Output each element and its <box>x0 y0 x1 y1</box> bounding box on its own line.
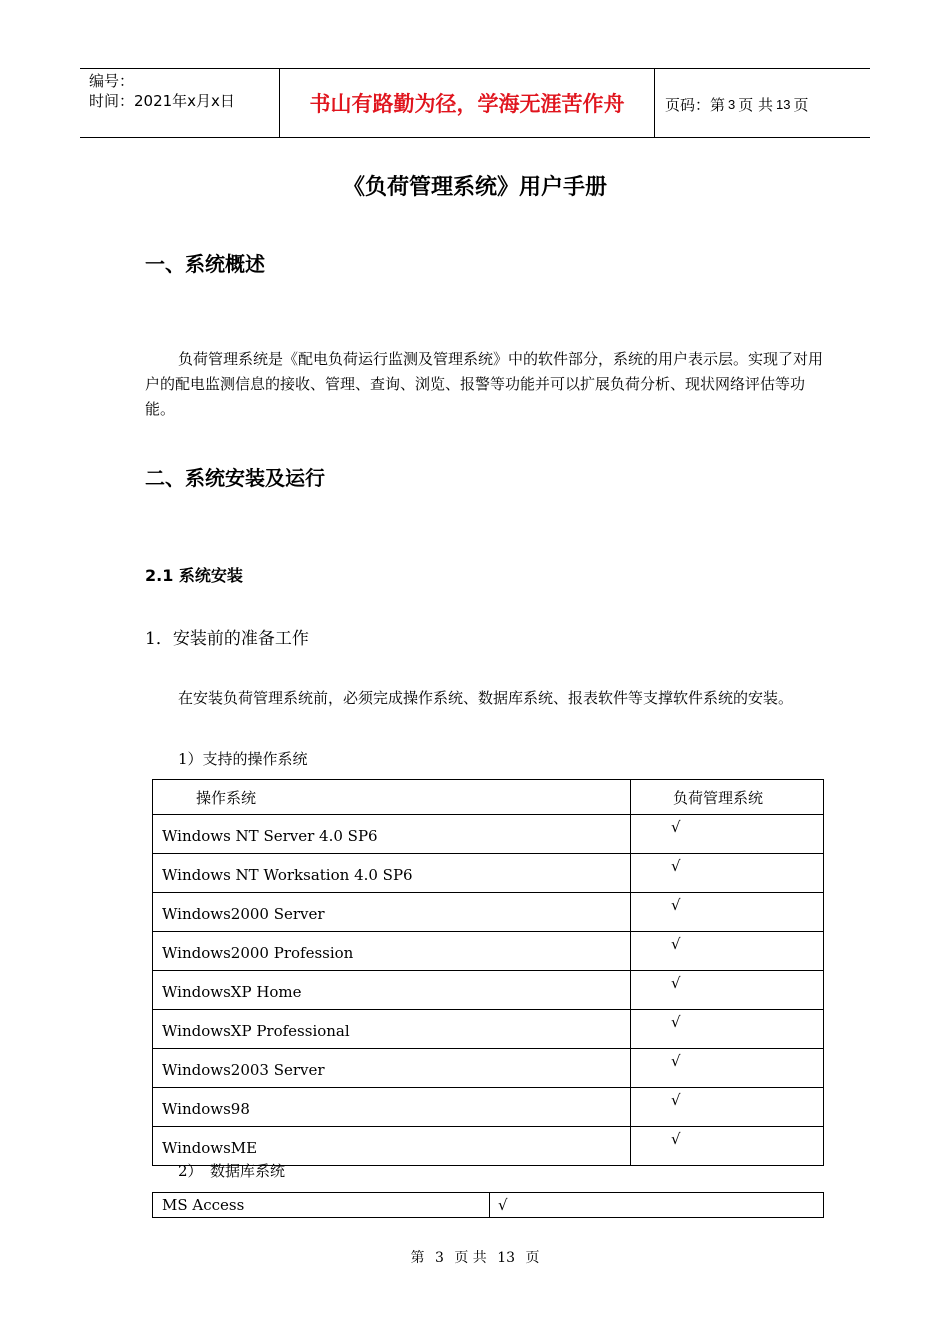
header-page-info <box>655 69 870 137</box>
os-name-cell: Windows NT Server 4.0 SP6 <box>153 815 631 854</box>
table-row <box>153 815 824 854</box>
table-row <box>153 1088 824 1127</box>
header-date-label: 时间：2021年x月x日 <box>89 92 235 110</box>
check-cell: √ <box>631 893 824 932</box>
check-cell: √ <box>631 1127 824 1166</box>
os-name-cell: Windows2000 Profession <box>153 932 631 971</box>
page-header <box>80 68 870 138</box>
header-page-prefix: 页码：第 <box>665 95 726 114</box>
os-caption: 1）支持的操作系统 <box>178 750 308 768</box>
db-caption: 2） 数据库系统 <box>178 1162 286 1180</box>
header-number-label: 编号： <box>89 72 135 90</box>
db-support-table <box>152 1192 824 1218</box>
table-row <box>153 932 824 971</box>
section2-1-heading: 2.1 系统安装 <box>145 566 243 585</box>
header-motto: 书山有路勤为径，学海无涯苦作舟 <box>280 69 655 137</box>
os-name-cell: Windows NT Worksation 4.0 SP6 <box>153 854 631 893</box>
header-page-mid: 页 共 <box>738 95 774 114</box>
footer-mid: 页 共 <box>454 1250 487 1266</box>
check-cell: √ <box>631 1010 824 1049</box>
table-row <box>153 1193 824 1218</box>
os-name-cell: WindowsME <box>153 1127 631 1166</box>
section2-heading: 二、系统安装及运行 <box>145 466 325 490</box>
os-name-cell: Windows2003 Server <box>153 1049 631 1088</box>
section1-paragraph: 负荷管理系统是《配电负荷运行监测及管理系统》中的软件部分，系统的用户表示层。实现了对用户的配电监测信息的接收、管理、查询、浏览、报警等功能并可以扩展负荷分析、现状网络评估等功能。 <box>145 350 824 418</box>
document-title: 《负荷管理系统》用户手册 <box>342 175 607 200</box>
header-meta <box>80 69 280 137</box>
os-name-cell: Windows2000 Server <box>153 893 631 932</box>
table-row <box>153 1010 824 1049</box>
header-page-current: 3 <box>728 96 736 112</box>
header-cell-os: 操作系统 <box>153 780 631 815</box>
page-footer <box>0 1247 950 1267</box>
section1-heading: 一、系统概述 <box>145 252 265 276</box>
table-row <box>153 971 824 1010</box>
check-cell: √ <box>631 1049 824 1088</box>
db-name-cell: MS Access <box>153 1193 490 1218</box>
check-cell: √ <box>490 1193 824 1218</box>
header-page-suffix: 页 <box>793 95 809 114</box>
prep-work-item: 1．安装前的准备工作 <box>145 629 309 649</box>
check-cell: √ <box>631 1088 824 1127</box>
footer-prefix: 第 <box>410 1250 425 1266</box>
os-name-cell: WindowsXP Professional <box>153 1010 631 1049</box>
check-cell: √ <box>631 932 824 971</box>
os-support-table <box>152 779 824 1166</box>
table-row <box>153 893 824 932</box>
footer-current-page: 3 <box>434 1250 444 1266</box>
table-row <box>153 1049 824 1088</box>
table-header-row <box>153 780 824 815</box>
check-cell: √ <box>631 854 824 893</box>
footer-suffix: 页 <box>525 1250 540 1266</box>
header-page-total: 13 <box>776 96 791 112</box>
os-name-cell: WindowsXP Home <box>153 971 631 1010</box>
header-cell-system: 负荷管理系统 <box>631 780 824 815</box>
check-cell: √ <box>631 971 824 1010</box>
table-row <box>153 854 824 893</box>
footer-total-pages: 13 <box>497 1250 516 1266</box>
check-cell: √ <box>631 815 824 854</box>
os-name-cell: Windows98 <box>153 1088 631 1127</box>
section2-paragraph: 在安装负荷管理系统前，必须完成操作系统、数据库系统、报表软件等支撑软件系统的安装。 <box>178 689 794 707</box>
